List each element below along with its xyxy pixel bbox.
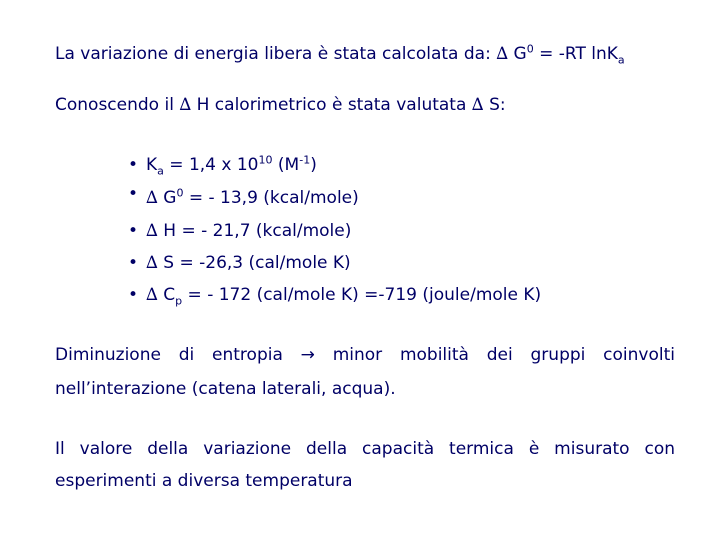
delta-symbol: ∆ [179, 95, 192, 115]
bullet-icon: • [128, 184, 139, 204]
delta-symbol: ∆ [471, 95, 484, 115]
entropy-paragraph-line-2: nell’interazione (catena laterali, acqua). [55, 379, 396, 399]
bullet-icon: • [128, 253, 139, 273]
heat-capacity-paragraph-line-2: esperimenti a diversa temperatura [55, 471, 353, 491]
bullet-icon: • [128, 285, 139, 305]
g-superscript: 0 [526, 42, 534, 56]
calorimetric-statement [55, 94, 506, 116]
list-item-delta-h: • ∆ H = - 21,7 (kcal/mole) [128, 221, 352, 241]
bullet-icon: • [128, 155, 139, 175]
delta-symbol: ∆ [496, 44, 509, 64]
g-symbol: G [508, 44, 527, 64]
list-item-delta-g0: • ∆ $G^0$ = - 13,9 (kcal/mole) [128, 184, 359, 208]
calorimetric-before: Conoscendo il [55, 95, 180, 115]
list-item-delta-s: • ∆ S = -26,3 (cal/mole K) [128, 253, 351, 273]
entropy-paragraph-line-1: Diminuzione di entropia → minor mobilità dei gruppi coinvolti [55, 345, 675, 365]
bullet-icon: • [128, 221, 139, 241]
ka-subscript: a [617, 53, 625, 67]
list-item-delta-cp: • ∆ $C_p$ = - 172 (cal/mole K) =-719 (joule/mole K) [128, 285, 542, 308]
calorimetric-middle: H calorimetrico è stata valutata [191, 95, 472, 115]
free-energy-text: La variazione di energia libera è stata calcolata da: [55, 44, 497, 64]
calorimetric-after: S: [483, 95, 506, 115]
list-item-ka: • $K_a = 1,4$ x $10^{10}$ $(M^{-1})$ [128, 153, 317, 178]
rt-lnk-text: = -RT lnK [533, 44, 618, 64]
free-energy-statement [55, 43, 625, 65]
heat-capacity-paragraph-line-1: Il valore della variazione della capacità termica è misurato con [55, 439, 675, 459]
